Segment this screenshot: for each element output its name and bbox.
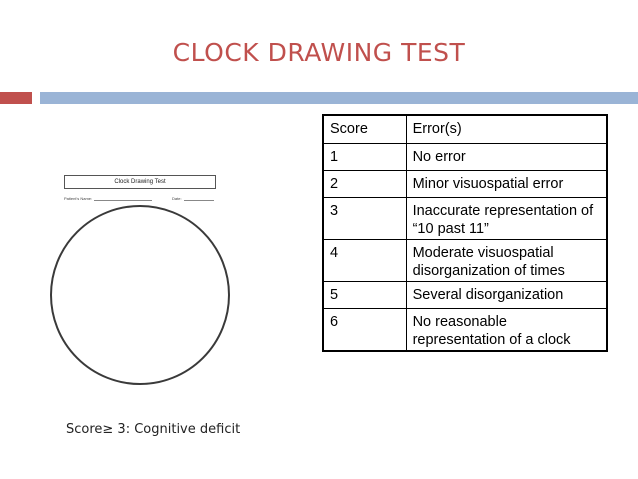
column-header-errors: Error(s) <box>406 115 607 144</box>
score-cell: 3 <box>323 198 406 240</box>
accent-bar-red <box>0 92 32 104</box>
error-cell: Moderate visuospatial disorganization of times <box>406 240 607 282</box>
accent-bar-blue <box>40 92 638 104</box>
clock-worksheet-image <box>50 175 230 410</box>
table-row <box>323 144 607 171</box>
score-cell: 5 <box>323 282 406 309</box>
table-row <box>323 309 607 352</box>
worksheet-date-field <box>172 196 214 201</box>
column-header-score: Score <box>323 115 406 144</box>
error-cell: No reasonable representation of a clock <box>406 309 607 352</box>
score-cell: 2 <box>323 171 406 198</box>
score-cell: 4 <box>323 240 406 282</box>
cognitive-deficit-caption: Score≥ 3: Cognitive deficit <box>66 422 241 437</box>
score-table <box>322 114 608 352</box>
table-row <box>323 282 607 309</box>
worksheet-header: Clock Drawing Test <box>64 175 216 189</box>
error-cell: No error <box>406 144 607 171</box>
page-title: CLOCK DRAWING TEST <box>172 38 466 67</box>
worksheet-patient-field <box>64 196 152 201</box>
table-row <box>323 171 607 198</box>
clock-circle <box>50 205 230 385</box>
error-cell: Several disorganization <box>406 282 607 309</box>
error-cell: Minor visuospatial error <box>406 171 607 198</box>
table-row <box>323 240 607 282</box>
worksheet-patient-label: Patient's Name: <box>64 196 93 201</box>
table-header-row <box>323 115 607 144</box>
score-cell: 1 <box>323 144 406 171</box>
error-cell: Inaccurate representation of “10 past 11” <box>406 198 607 240</box>
score-cell: 6 <box>323 309 406 352</box>
worksheet-date-label: Date: <box>172 196 182 201</box>
table-row <box>323 198 607 240</box>
